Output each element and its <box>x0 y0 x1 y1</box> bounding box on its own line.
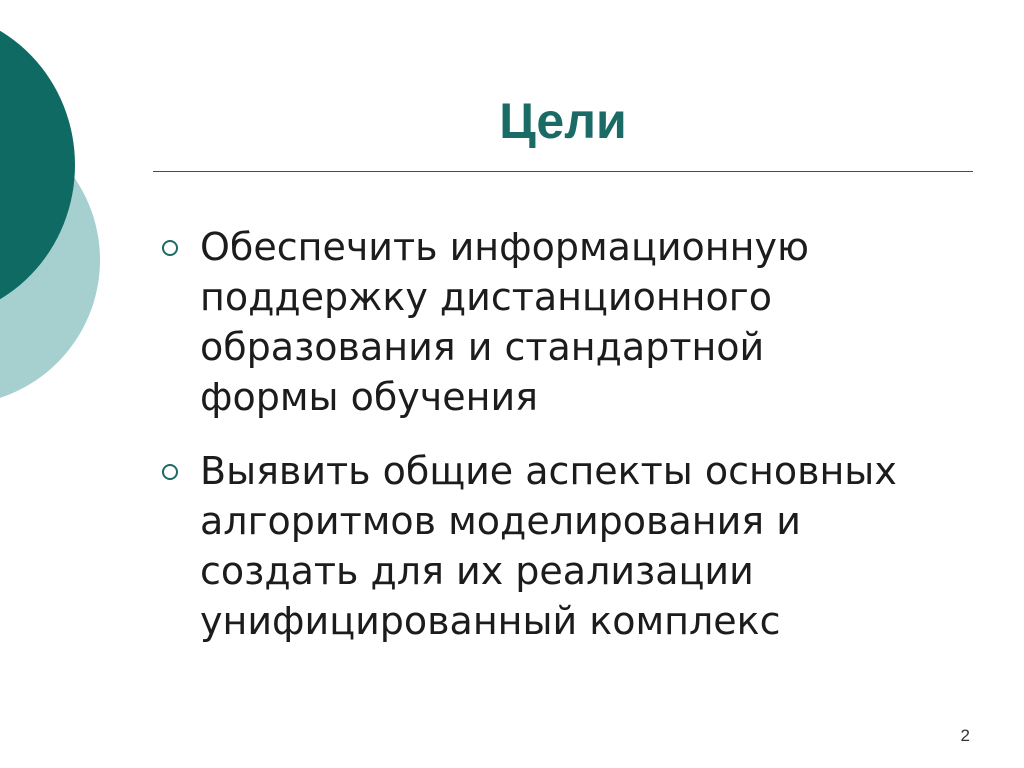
hollow-circle-bullet-icon <box>162 464 178 480</box>
bullet-line: унифицированный комплекс <box>200 599 781 643</box>
bullet-line: формы обучения <box>200 375 539 419</box>
bullet-line: алгоритмов моделирования и <box>200 499 801 543</box>
bullet-line: создать для их реализации <box>200 549 754 593</box>
bullet-item <box>158 446 958 646</box>
bullet-line: Обеспечить информационную <box>200 225 809 269</box>
page-number: 2 <box>960 726 970 745</box>
bullet-line: образования и стандартной <box>200 325 765 369</box>
bullet-list <box>158 222 958 670</box>
bullet-item <box>158 222 958 422</box>
slide-title: Цели <box>499 93 627 149</box>
hollow-circle-bullet-icon <box>162 240 178 256</box>
bullet-line: Выявить общие аспекты основных <box>200 449 897 493</box>
bullet-line: поддержку дистанционного <box>200 275 772 319</box>
title-divider <box>153 171 973 172</box>
